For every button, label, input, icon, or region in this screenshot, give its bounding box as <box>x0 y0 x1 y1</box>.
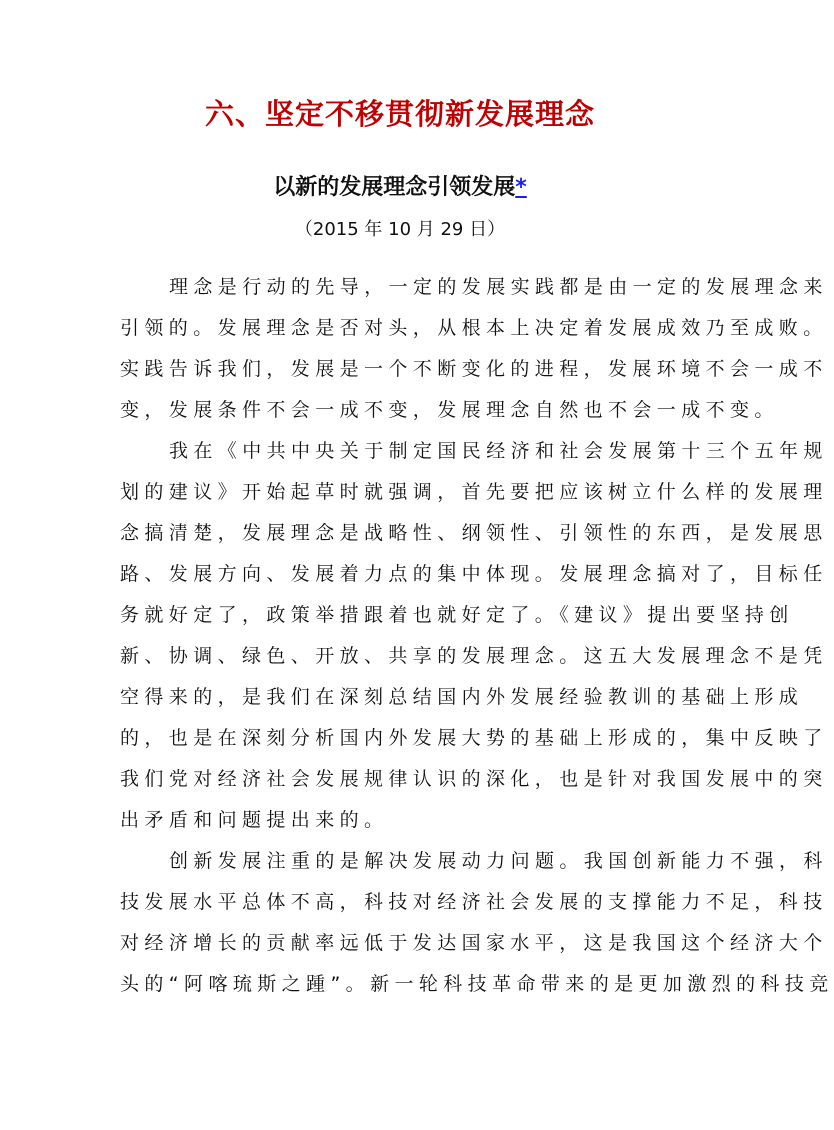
text-line: 我们党对经济社会发展规律认识的深化，也是针对我国发展中的突 <box>120 768 828 790</box>
text-line: 变，发展条件不会一成不变，发展理念自然也不会一成不变。 <box>120 399 779 421</box>
chapter-title: 六、坚定不移贯彻新发展理念 <box>204 97 595 131</box>
footnote-link[interactable]: * <box>515 175 527 200</box>
text-line: 的，也是在深刻分析国内外发展大势的基础上形成的，集中反映了 <box>120 727 828 749</box>
article-body <box>120 268 834 1006</box>
text-line: 理念是行动的先导，一定的发展实践都是由一定的发展理念来 <box>169 276 828 298</box>
article-date: （2015 年 10 月 29 日） <box>294 219 506 240</box>
text-line: 技发展水平总体不高，科技对经济社会发展的支撑能力不足，科技 <box>120 891 828 913</box>
paragraph-3 <box>120 842 834 1006</box>
text-line: 出矛盾和问题提出来的。 <box>120 809 389 831</box>
text-line: 实践告诉我们，发展是一个不断变化的进程，发展环境不会一成不 <box>120 358 828 380</box>
paragraph-1 <box>120 268 828 432</box>
paragraph-2 <box>120 432 828 842</box>
article-title <box>0 172 800 204</box>
text-line: 头的“阿喀琉斯之踵”。新一轮科技革命带来的是更加激烈的科技竞 <box>120 973 834 995</box>
text-line: 划的建议》开始起草时就强调，首先要把应该树立什么样的发展理 <box>120 481 828 503</box>
text-line: 我在《中共中央关于制定国民经济和社会发展第十三个五年规 <box>169 440 828 462</box>
text-line: 新、协调、绿色、开放、共享的发展理念。这五大发展理念不是凭 <box>120 645 828 667</box>
text-line: 务就好定了，政策举措跟着也就好定了。《建议》提出要坚持创 <box>120 604 794 626</box>
text-line: 路、发展方向、发展着力点的集中体现。发展理念搞对了，目标任 <box>120 563 828 585</box>
text-line: 念搞清楚，发展理念是战略性、纲领性、引领性的东西，是发展思 <box>120 522 828 544</box>
text-line: 创新发展注重的是解决发展动力问题。我国创新能力不强，科 <box>169 850 828 872</box>
text-line: 空得来的，是我们在深刻总结国内外发展经验教训的基础上形成 <box>120 686 804 708</box>
text-line: 对经济增长的贡献率远低于发达国家水平，这是我国这个经济大个 <box>120 932 828 954</box>
article-title-text: 以新的发展理念引领发展 <box>273 175 516 200</box>
text-line: 引领的。发展理念是否对头，从根本上决定着发展成效乃至成败。 <box>120 317 828 339</box>
